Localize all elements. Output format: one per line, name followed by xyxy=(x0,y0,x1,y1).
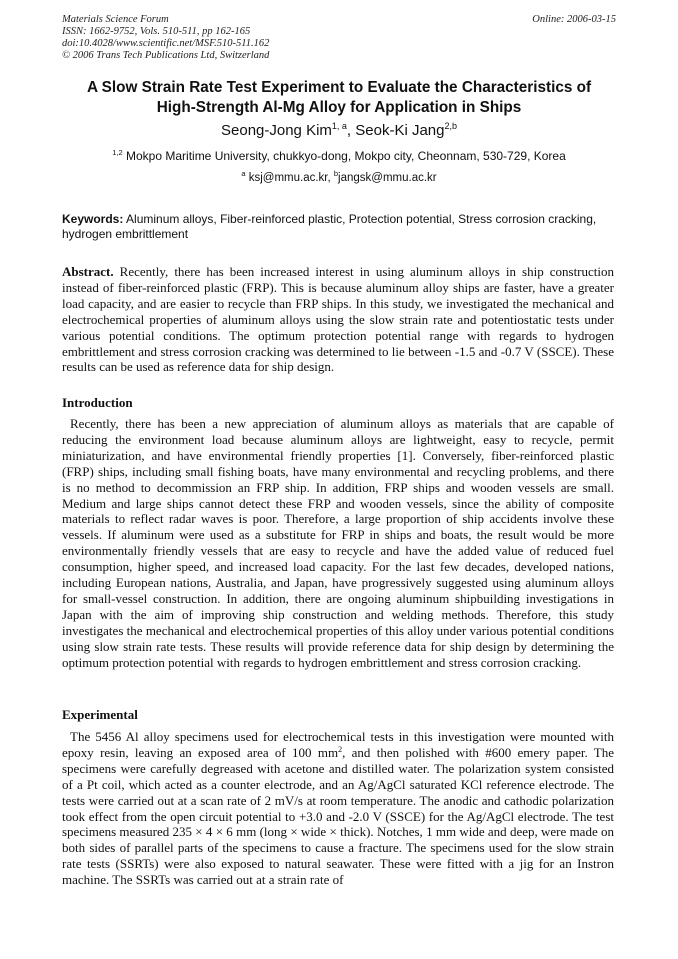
affiliation xyxy=(30,148,648,164)
experimental-heading: Experimental xyxy=(62,707,138,722)
abstract-label: Abstract. xyxy=(62,264,114,279)
keywords-label: Keywords: xyxy=(62,212,124,226)
keywords xyxy=(62,212,614,242)
journal-name: Materials Science Forum xyxy=(62,14,169,25)
experimental-text-1: The 5456 Al alloy specimens used for electrochemical tests in this investigation were mounted with epoxy resin, leaving an exposed area of 100 mm xyxy=(62,729,614,760)
affiliation-superscript: 1,2 xyxy=(112,148,123,157)
author-list xyxy=(30,121,648,141)
author-1: Seong-Jong Kim xyxy=(221,122,332,139)
title-line-2: High-Strength Al-Mg Alloy for Application in Ships xyxy=(156,99,522,116)
journal-header xyxy=(62,14,616,62)
author-emails xyxy=(30,170,648,186)
copyright-line: © 2006 Trans Tech Publications Ltd, Switzerland xyxy=(62,50,270,61)
author-separator: , xyxy=(346,122,356,139)
area-unit-superscript: 2 xyxy=(338,744,343,754)
introduction-paragraph: Recently, there has been a new appreciation of aluminum alloys as materials that are capable of reducing the environment load because aluminum alloys are lightweight, easy to recycle, permit miniaturization, and have environmental friendly properties [1]. Conversely, fiber-reinforced plastic (FRP) ships, including small fishing boats, have many environmental and recycling problems, and there is no method to decommission an FRP ship. In addition, FRP ships and wooden vessels are small. Medium and large ships cannot detect these FRP and wooden vessels, since the ability of composite materials to reflect radar waves is poor. Therefore, a large proportion of ship accidents involve these vessels. If aluminum were used as a substitute for FRP in ships and boats, the result would be more environmentally friendly vessels that are easy to recycle and have the added value of reduced fuel consumption, higher speed, and increased load capacity. For the last few decades, developed nations, including European nations, Australia, and Japan, have progressively suggested using aluminum alloys for small-vessel construction. In addition, there are ongoing aluminum shipbuilding investigations in Japan with the aim of improving ship construction and welding methods. Therefore, this study investigates the mechanical and electrochemical properties of this alloy under various potential conditions using slow strain rate tests. These results will provide reference data for ship design by determining the optimum protection potential with regards to hydrogen embrittlement and stress corrosion cracking. xyxy=(62,416,614,670)
experimental-paragraph xyxy=(62,729,614,888)
affiliation-text: Mokpo Maritime University, chukkyo-dong, Mokpo city, Cheonnam, 530-729, Korea xyxy=(122,149,566,163)
email-a[interactable]: ksj@mmu.ac.kr, xyxy=(245,172,334,184)
title-line-1: A Slow Strain Rate Test Experiment to Evaluate the Characteristics of xyxy=(86,79,592,96)
email-a-superscript: a xyxy=(241,169,246,178)
abstract-text: Recently, there has been increased interest in using aluminum alloys in ship construction instead of fiber-reinforced plastic (FRP). This is because aluminum alloy ships are faster, have a greater load capacity, and are easier to recycle than FRP ships. In this study, we investigated the mechanical and electrochemical properties of aluminum alloys using the slow strain rate and potentiostatic tests under various potential conditions. The optimum protection potential range with regards to hydrogen embrittlement and stress corrosion cracking was determined to lie between -1.5 and -0.7 V (SSCE). These results can be used as reference data for ship design. xyxy=(62,264,614,375)
doi-line: doi:10.4028/www.scientific.net/MSF.510-511.162 xyxy=(62,38,270,49)
paper-title xyxy=(30,78,648,118)
introduction-heading: Introduction xyxy=(62,395,133,410)
keywords-text: Aluminum alloys, Fiber-reinforced plastic, Protection potential, Stress corrosion cracking, hydrogen embrittlement xyxy=(62,212,597,241)
email-b[interactable]: jangsk@mmu.ac.kr xyxy=(338,172,437,184)
abstract xyxy=(62,264,614,375)
online-date: Online: 2006-03-15 xyxy=(532,14,616,25)
email-b-superscript: b xyxy=(333,169,339,178)
author-2-superscript: 2,b xyxy=(444,121,457,131)
experimental-text-2: , and then polished with #600 emery paper. The specimens were carefully degreased with acetone and distilled water. The polarization system consisted of a Pt coil, which acted as a counter electrode, and an Ag/AgCl saturated KCl reference electrode. The tests were carried out at a scan rate of 2 mV/s at room temperature. The anodic and cathodic polarization took effect from the open circuit potential to +3.0 and -2.0 V (SSCE) for the Ag/AgCl electrode. The test specimens measured 235 × 4 × 6 mm (long × wide × thick). Notches, 1 mm wide and deep, were made on both sides of parallel parts of the specimens to cause a fracture. The specimens used for the slow strain rate tests (SSRTs) were also exposed to natural seawater. These were fitted with a jig for an Instron machine. The SSRTs was carried out at a strain rate of xyxy=(62,744,614,888)
author-2: Seok-Ki Jang xyxy=(355,122,445,139)
author-1-superscript: 1, a xyxy=(331,121,347,131)
issn-line: ISSN: 1662-9752, Vols. 510-511, pp 162-165 xyxy=(62,26,251,37)
